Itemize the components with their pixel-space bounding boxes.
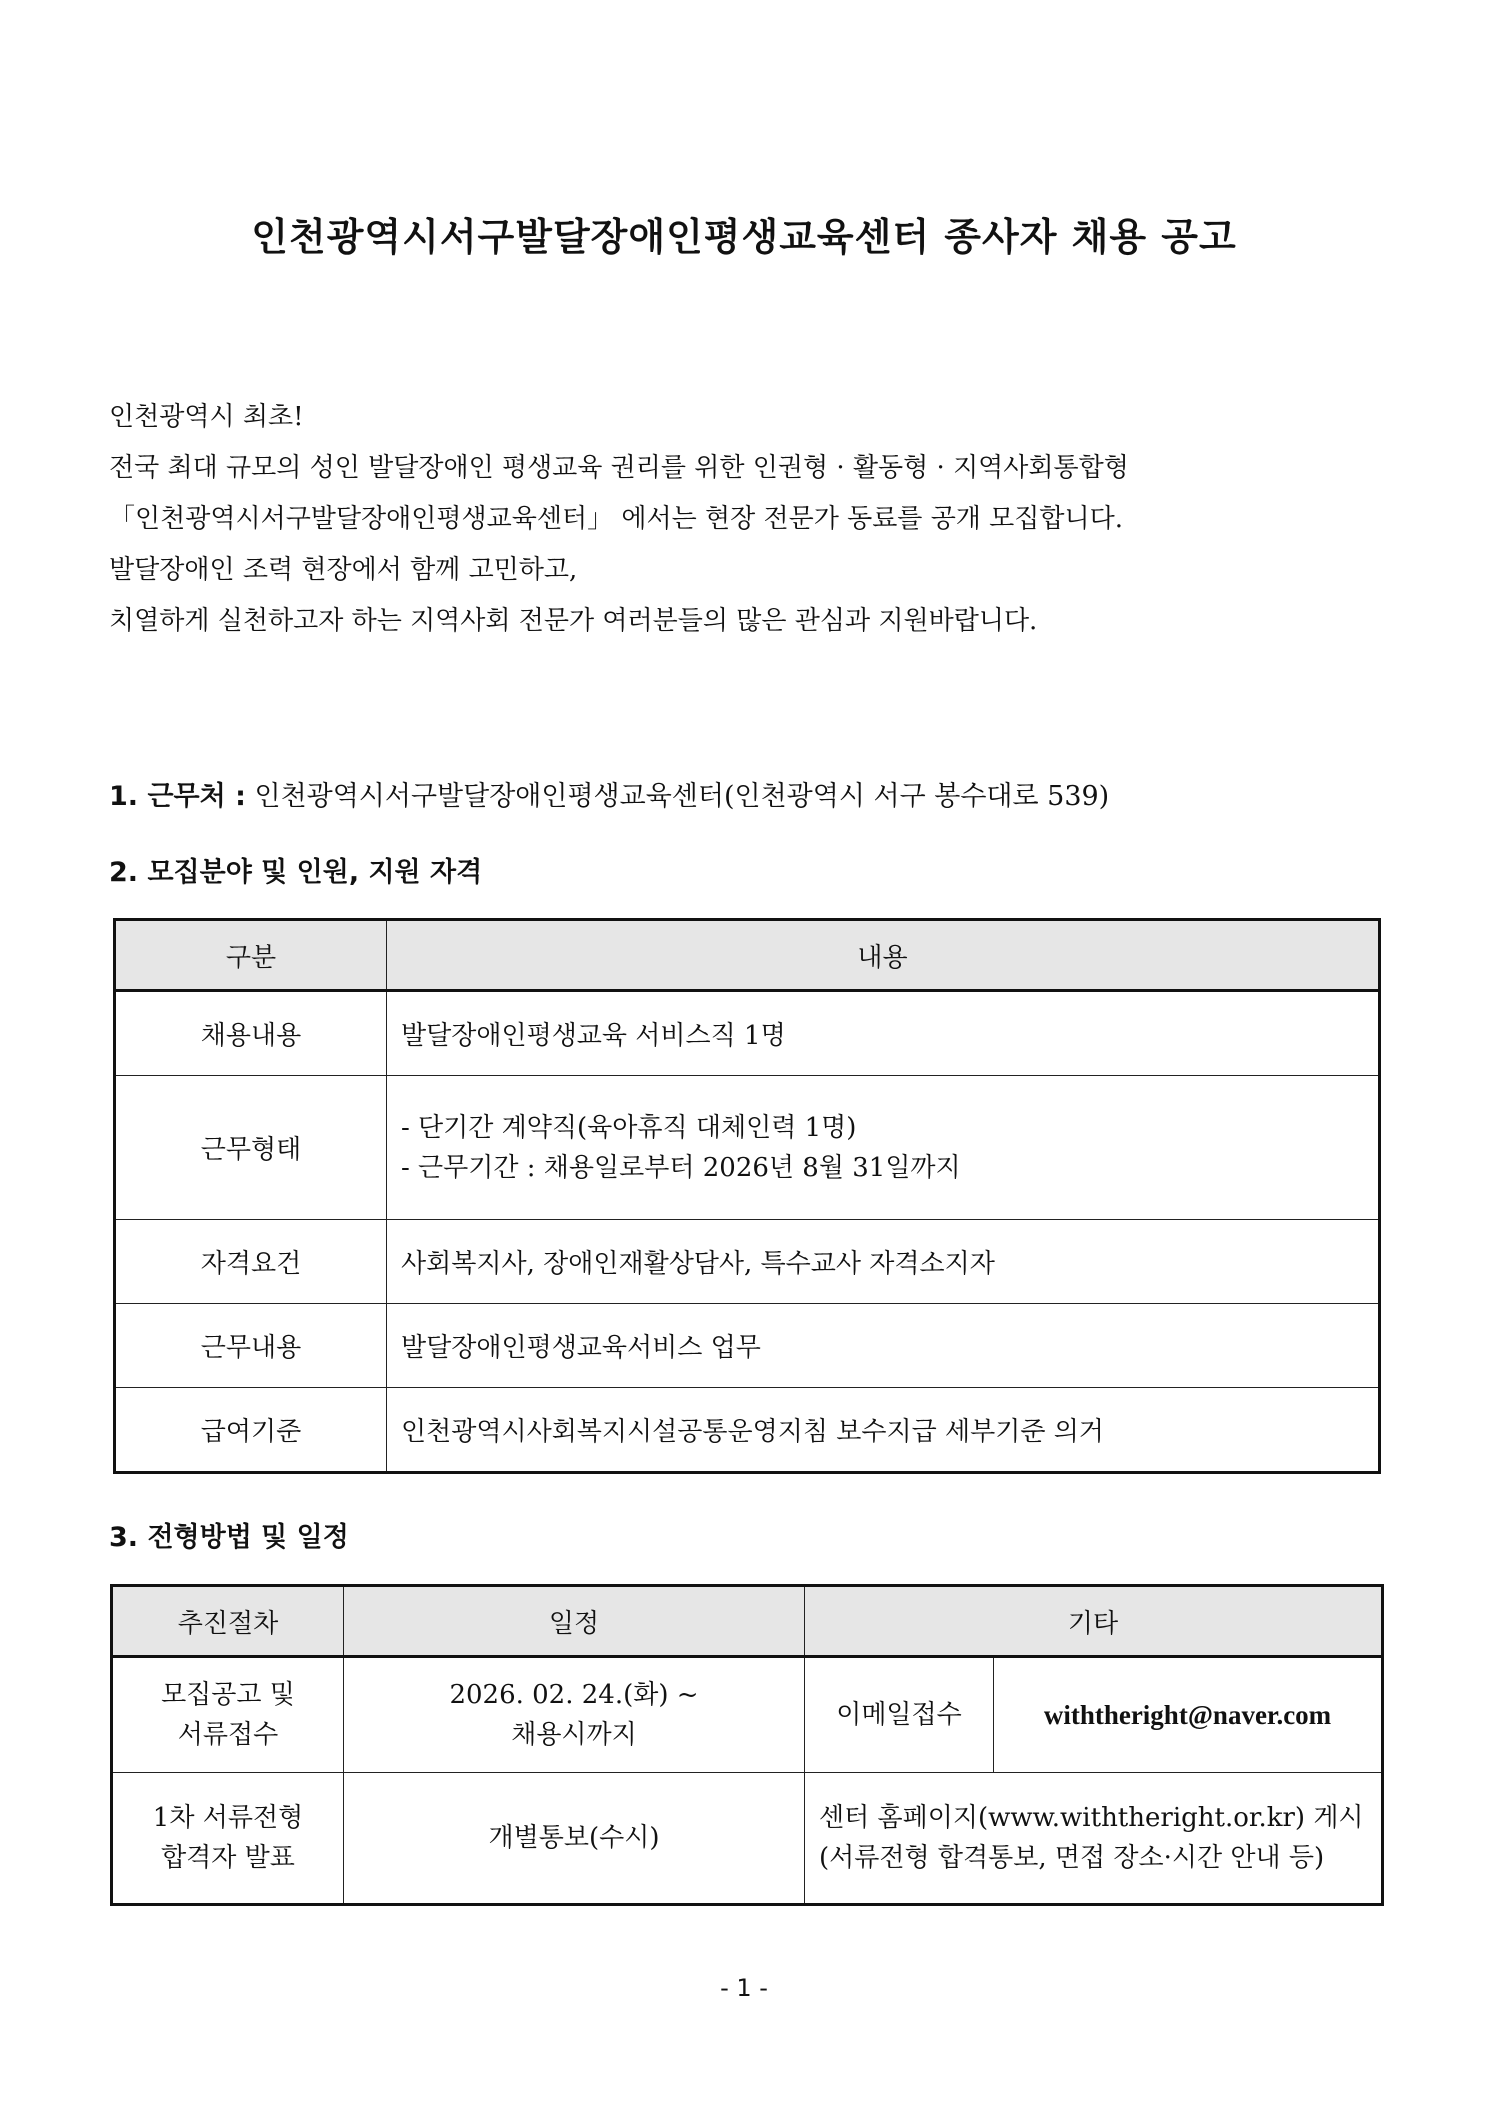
email-label: 이메일접수 bbox=[805, 1657, 994, 1773]
row-value-line: - 근무기간 : 채용일로부터 2026년 8월 31일까지 bbox=[401, 1152, 961, 1183]
schedule-table bbox=[110, 1584, 1384, 1906]
table-row bbox=[112, 1657, 1383, 1773]
section-heading: 1. 근무처 : bbox=[109, 781, 246, 812]
section-recruitment-heading bbox=[109, 850, 482, 889]
step-cell bbox=[112, 1773, 344, 1905]
row-label: 근무형태 bbox=[115, 1076, 387, 1220]
step-line: 서류접수 bbox=[177, 1720, 279, 1750]
section-heading: 3. 전형방법 및 일정 bbox=[109, 1522, 349, 1553]
step-line: 합격자 발표 bbox=[161, 1843, 295, 1873]
schedule-line: 채용시까지 bbox=[511, 1720, 637, 1750]
row-label: 급여기준 bbox=[115, 1388, 387, 1473]
intro-line: 전국 최대 규모의 성인 발달장애인 평생교육 권리를 위한 인권형 · 활동형 · 지역사회통합형 bbox=[109, 453, 1129, 483]
schedule-cell bbox=[344, 1657, 805, 1773]
row-value: 발달장애인평생교육서비스 업무 bbox=[387, 1304, 1380, 1388]
schedule-cell: 개별통보(수시) bbox=[344, 1773, 805, 1905]
etc-cell bbox=[805, 1773, 1383, 1905]
row-value: 발달장애인평생교육 서비스직 1명 bbox=[387, 991, 1380, 1076]
intro-line: 「인천광역시서구발달장애인평생교육센터」 에서는 현장 전문가 동료를 공개 모집합니다. bbox=[109, 504, 1124, 534]
table-row bbox=[115, 1076, 1380, 1220]
step-line: 모집공고 및 bbox=[161, 1680, 295, 1710]
table-header: 내용 bbox=[387, 920, 1380, 991]
table-header: 일정 bbox=[344, 1586, 805, 1657]
email-address: withtheright@naver.com bbox=[994, 1657, 1383, 1773]
table-row bbox=[115, 1388, 1380, 1473]
row-value bbox=[387, 1076, 1380, 1220]
page-number: - 1 - bbox=[720, 1974, 768, 2002]
intro-line: 인천광역시 최초! bbox=[109, 402, 304, 432]
intro-paragraph bbox=[109, 392, 1129, 647]
row-value-line: - 단기간 계약직(육아휴직 대체인력 1명) bbox=[401, 1112, 857, 1143]
etc-line: 센터 홈페이지(www.withtheright.or.kr) 게시 bbox=[819, 1803, 1364, 1833]
row-label: 근무내용 bbox=[115, 1304, 387, 1388]
workplace-value: 인천광역시서구발달장애인평생교육센터(인천광역시 서구 봉수대로 539) bbox=[254, 781, 1110, 812]
step-line: 1차 서류전형 bbox=[152, 1803, 304, 1833]
table-row bbox=[112, 1773, 1383, 1905]
schedule-line: 2026. 02. 24.(화) ~ bbox=[449, 1680, 699, 1710]
page-title: 인천광역시서구발달장애인평생교육센터 종사자 채용 공고 bbox=[251, 215, 1237, 259]
intro-line: 치열하게 실천하고자 하는 지역사회 전문가 여러분들의 많은 관심과 지원바랍니다. bbox=[109, 606, 1038, 636]
intro-line: 발달장애인 조력 현장에서 함께 고민하고, bbox=[109, 555, 578, 585]
row-value: 사회복지사, 장애인재활상담사, 특수교사 자격소지자 bbox=[387, 1220, 1380, 1304]
etc-line: (서류전형 합격통보, 면접 장소·시간 안내 등) bbox=[819, 1843, 1325, 1873]
table-header: 구분 bbox=[115, 920, 387, 991]
table-row bbox=[115, 1304, 1380, 1388]
row-label: 채용내용 bbox=[115, 991, 387, 1076]
table-row bbox=[115, 1220, 1380, 1304]
row-value: 인천광역시사회복지시설공통운영지침 보수지급 세부기준 의거 bbox=[387, 1388, 1380, 1473]
recruitment-table bbox=[113, 918, 1381, 1474]
section-schedule-heading bbox=[109, 1515, 349, 1554]
table-header: 기타 bbox=[805, 1586, 1383, 1657]
table-header: 추진절차 bbox=[112, 1586, 344, 1657]
section-workplace bbox=[109, 774, 1109, 813]
row-label: 자격요건 bbox=[115, 1220, 387, 1304]
step-cell bbox=[112, 1657, 344, 1773]
table-row bbox=[115, 991, 1380, 1076]
section-heading: 2. 모집분야 및 인원, 지원 자격 bbox=[109, 857, 483, 888]
